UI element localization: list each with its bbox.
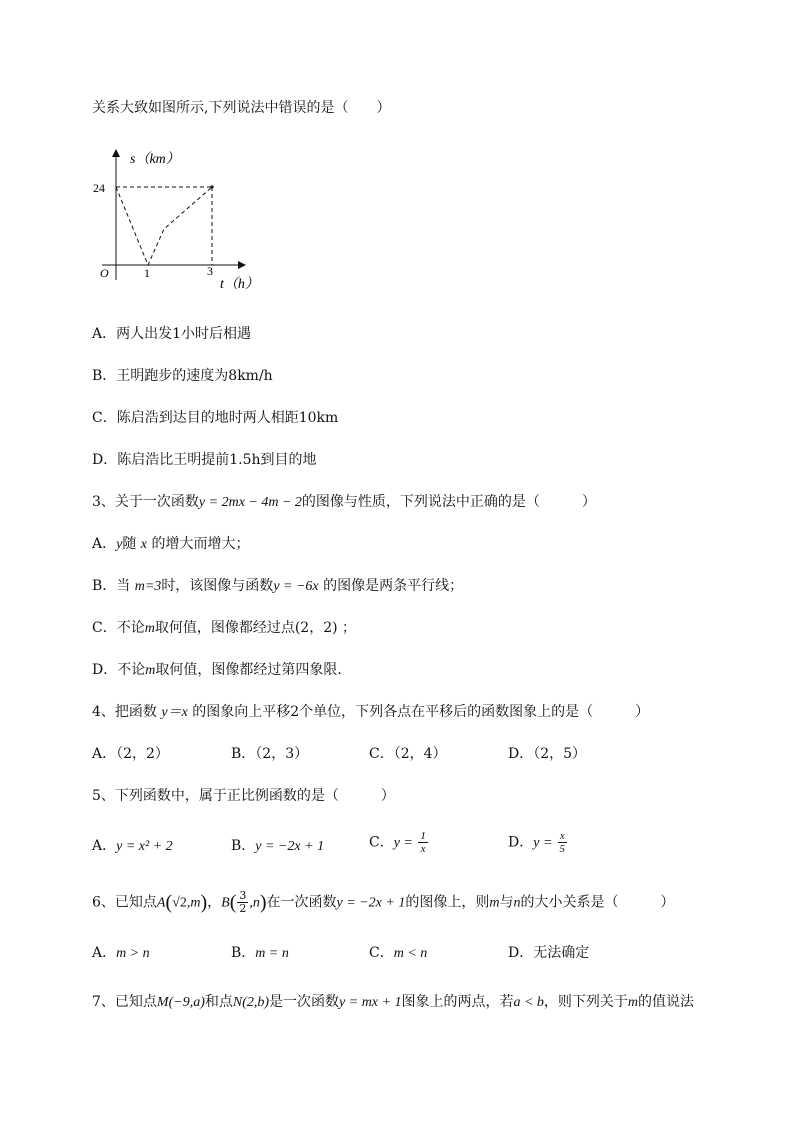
q3-option-a: [92, 534, 249, 555]
q6-and: 与: [499, 894, 514, 911]
y-tick-24: 24: [93, 181, 105, 195]
endpoint-dot: [210, 185, 213, 188]
x-axis-label: t（h）: [220, 277, 259, 292]
q3-b-post: 的图像是两条平行线；: [318, 578, 464, 594]
q3-d-post: 取何值，图像都经过第四象限．: [155, 662, 352, 678]
q5-d-label: D．: [508, 834, 534, 851]
q6-b-fraction: [237, 890, 248, 915]
q6-sep: ，: [207, 894, 222, 911]
q7-mid3: ，则下列关于: [543, 994, 628, 1010]
q3-formula: y = 2mx − 4m − 2: [198, 495, 302, 510]
q6-option-d: D．无法确定: [508, 945, 590, 961]
q2-option-b: B．王明跑步的速度为8km/h: [92, 368, 273, 384]
q3-suffix: 的图像与性质，下列说法中正确的是（ ）: [301, 494, 596, 510]
q3-a-pre: A．: [92, 536, 117, 552]
q5-d-lhs: y =: [533, 835, 553, 851]
q7-point-n: N(2,b): [232, 995, 270, 1010]
q5-stem: 5、下列函数中，属于正比例函数的是（ ）: [92, 788, 395, 804]
q4-option-b: B．（2，3）: [231, 746, 309, 762]
q3-option-d: [92, 660, 351, 681]
q7-formula: y = mx + 1: [339, 995, 402, 1010]
q6-option-a: [92, 943, 150, 964]
q5-option-a: [92, 836, 173, 857]
q3-d-pre: D．不论: [92, 662, 146, 678]
q3-stem: [92, 492, 596, 513]
y-axis-label: s（km）: [130, 152, 180, 167]
q6-point-a-name: A: [156, 895, 166, 911]
q6-point-a-x: √2: [172, 895, 187, 911]
q7-prefix: 7、已知点: [92, 994, 157, 1010]
q3-a-var1: y: [116, 537, 123, 552]
distance-time-graph: [88, 145, 288, 295]
q3-c-pre: C．不论: [92, 620, 145, 636]
q3-option-c: [92, 618, 356, 639]
q6-var-n: n: [513, 895, 521, 911]
origin-label: O: [100, 266, 109, 280]
question-intro: 关系大致如图所示,下列说法中错误的是（ ）: [92, 100, 391, 116]
q6-stem: 6、已知点A(√2,m)，B( $\frac{3}{2}$ ,n)在一次函数y = −2x + 1的图像上，则m与n的大小关系是（ ）: [92, 889, 675, 915]
q5-d-fraction: [558, 830, 567, 855]
q4-prefix: 4、把函数: [92, 704, 162, 720]
q3-c-var: m: [144, 621, 155, 636]
x-tick-1: 1: [144, 266, 150, 280]
q6-point-b-y: ,n: [249, 895, 260, 911]
q5-c-num: 1: [420, 830, 426, 842]
q7-stem: [92, 992, 694, 1013]
q4-option-a: A．（2，2）: [92, 746, 169, 762]
q4-stem: [92, 702, 649, 723]
y-axis-arrow: [112, 149, 120, 157]
q6-point-b-name: B: [221, 895, 230, 911]
q3-b-mid: 时，该图像与函数: [161, 578, 274, 594]
q6-option-c: [369, 943, 427, 964]
q6-var-m: m: [489, 895, 500, 911]
q3-c-post: 取何值，图像都经过点(2，2) ；: [154, 620, 357, 636]
q6-a-label: A．: [92, 945, 117, 961]
q7-var: m: [627, 995, 639, 1010]
q5-a-label: A．: [92, 838, 117, 854]
q3-prefix: 3、关于一次函数: [92, 494, 199, 510]
q5-d-den: 5: [559, 843, 566, 855]
q7-mid: 是一次函数: [269, 994, 340, 1010]
q7-cond: a < b: [513, 995, 544, 1010]
q5-b-formula: y = −2x + 1: [255, 839, 325, 854]
q5-d-num: x: [559, 830, 565, 842]
x-axis-arrow: [238, 261, 246, 269]
q3-b-cond: m=3: [134, 579, 162, 594]
q5-c-fraction: [418, 830, 428, 855]
q6-c-label: C．: [369, 945, 394, 961]
q3-a-var2: x: [140, 537, 148, 552]
distance-series: [116, 187, 212, 265]
q3-b-pre: B．当: [92, 578, 135, 594]
q5-a-formula: y = x² + 2: [116, 839, 173, 854]
q6-b-label: B．: [231, 945, 256, 961]
q6-c-formula: m < n: [393, 946, 428, 961]
q6-b-formula: m = n: [255, 946, 289, 961]
x-tick-3: 3: [207, 264, 213, 278]
q5-c-lhs: y =: [393, 835, 413, 851]
q4-formula: y＝x: [161, 705, 188, 720]
q5-option-c: [369, 830, 429, 855]
q2-option-a: A．两人出发1小时后相遇: [92, 326, 252, 342]
q6-prefix: 6、已知点: [92, 894, 157, 911]
q5-c-label: C．: [369, 834, 394, 851]
q6-mid: 在一次函数: [266, 894, 337, 911]
q3-b-func: y = −6x: [273, 579, 319, 594]
q6-suffix: 的大小关系是（ ）: [520, 894, 675, 911]
q6-a-formula: m > n: [116, 946, 150, 961]
q4-option-d: D．（2，5）: [508, 746, 587, 762]
q2-option-d: D．陈启浩比王明提前1.5h到目的地: [92, 452, 317, 468]
q3-a-post: 的增大而增大；: [147, 536, 250, 552]
q5-option-d: [508, 830, 568, 855]
q6-option-b: [231, 943, 289, 964]
q4-suffix: 的图象向上平移2个单位，下列各点在平移后的函数图象上的是（ ）: [187, 704, 650, 720]
q6-mid2: 的图像上，则: [405, 894, 490, 911]
q6-b-den: 2: [239, 902, 247, 915]
q3-option-b: [92, 576, 463, 597]
q7-mid2: 图象上的两点，若: [401, 994, 514, 1010]
q7-suffix: 的值说法: [638, 994, 695, 1010]
q5-c-den: x: [420, 843, 426, 855]
q7-and: 和点: [204, 994, 233, 1010]
q4-option-c: C．（2，4）: [369, 746, 447, 762]
q5-option-b: [231, 836, 324, 857]
q6-point-a-y: ,m: [186, 895, 201, 911]
q5-b-label: B．: [231, 838, 256, 854]
q6-formula: y = −2x + 1: [336, 895, 406, 911]
q3-d-var: m: [145, 663, 156, 678]
q2-option-c: C．陈启浩到达目的地时两人相距10km: [92, 410, 339, 426]
q3-a-mid: 随: [122, 536, 141, 552]
q7-point-m: M(−9,a): [156, 995, 205, 1010]
q6-b-num: 3: [239, 889, 247, 902]
